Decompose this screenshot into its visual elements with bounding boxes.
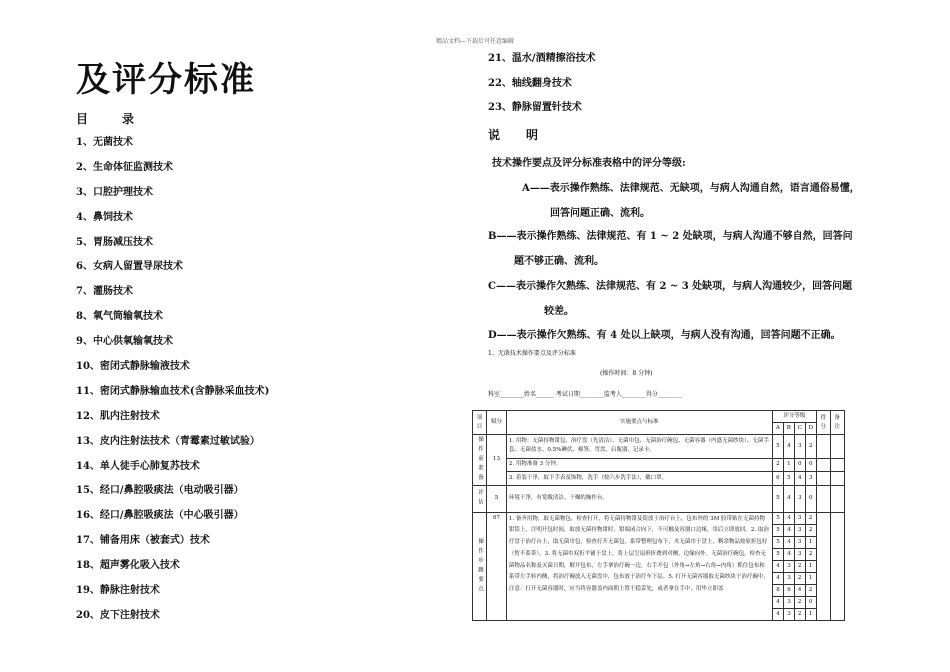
section-label: 操作步骤要点 bbox=[473, 512, 487, 620]
section-score: 67 bbox=[487, 512, 507, 620]
grade-value: 0 bbox=[805, 458, 816, 471]
grade-value: 8 bbox=[773, 584, 784, 596]
table-title: 1、无菌技术操作要点及评分标准 bbox=[488, 350, 576, 357]
operation-time: (操作时间：8 分钟) bbox=[600, 370, 653, 377]
grade-value: 4 bbox=[783, 435, 794, 459]
grade-value: 2 bbox=[805, 435, 816, 459]
grade-value: 4 bbox=[794, 472, 805, 485]
toc-item: 12、肌内注射技术 bbox=[76, 410, 160, 422]
grade-value: 0 bbox=[805, 596, 816, 608]
grade-value: 4 bbox=[783, 485, 794, 512]
toc-heading: 目录 bbox=[76, 112, 169, 126]
toc-item: 19、静脉注射技术 bbox=[76, 585, 160, 597]
grade-value: 2 bbox=[805, 524, 816, 536]
grade-value: 6 bbox=[772, 472, 783, 485]
toc-item: 2、生命体征监测技术 bbox=[76, 161, 173, 173]
grade-value: 5 bbox=[773, 536, 784, 548]
grade-value: 0 bbox=[794, 458, 805, 471]
grade-value: 3 bbox=[794, 435, 805, 459]
section-label: 操作前准备 bbox=[473, 435, 487, 486]
grade-value: 5 bbox=[773, 513, 784, 525]
section-score: 5 bbox=[487, 485, 507, 512]
toc-item: 21、温水/酒精擦浴技术 bbox=[488, 53, 596, 64]
row-text: 3. 着装干净，取下手表及饰物，洗手（按六步洗手法），戴口罩。 bbox=[506, 472, 772, 485]
grade-value: 5 bbox=[772, 485, 783, 512]
grade-a-line2: 回答问题正确、流利。 bbox=[550, 208, 650, 219]
toc-item: 9、中心供氧输氧技术 bbox=[76, 336, 173, 348]
grade-value: 2 bbox=[794, 572, 805, 584]
grade-value: 2 bbox=[805, 548, 816, 560]
grade-value: 1 bbox=[805, 572, 816, 584]
grade-value: 3 bbox=[784, 560, 795, 572]
grade-value: 3 bbox=[805, 472, 816, 485]
grade-letter: B bbox=[783, 423, 794, 435]
toc-item: 5、胃肠减压技术 bbox=[76, 236, 153, 248]
grade-value: 4 bbox=[773, 560, 784, 572]
grade-value: 3 bbox=[784, 596, 795, 608]
header-note: 精品文档---下载后可任意编辑 bbox=[435, 38, 515, 45]
header-item: 项目 bbox=[473, 411, 487, 435]
grade-b-line1: B——表示操作熟练、法律规范、有 1 ~ 2 处缺项，与病人沟通不够自然，回答问 bbox=[488, 231, 853, 242]
grade-value: 2 bbox=[805, 513, 816, 525]
intro-line: 技术操作要点及评分标准表格中的评分等级: bbox=[492, 158, 686, 169]
row-text: 1. 备齐用物，取无菌物包，检查打开，将无菌持物钳及筒放于治疗台上，包布外的 3M 胶带贴在无菌持物钳筒上，注明开包时间，取放无菌持物钳时，钳端闭合向下，不可触及容器口边缘，用后立即放回。2. 取治疗盘于治疗台上，取无菌巾包，检查打开无菌包，系带整理包布下，夹无菌巾于盘上，剩余物品按原折包好（暂不系带）。3. 将无菌巾双折平铺于盘上，将上层呈扇形折叠到对侧，边缘向外。无菌治疗碗包，检查无菌物品名称及灭菌日期，解开包布，左手拿治疗碗一边，右手开包（外角→左角→右角→内角）抓住包布和系带左手转内侧，将治疗碗放入无菌盘中，包布放于治疗车下层。5. 打开无菌容器取无菌纱块于治疗碗中，注意：打开无菌容器时，应当将容器盖内面朝上置于稳妥处，或者拿在手中，用毕立即盖 bbox=[506, 512, 772, 620]
toc-item: 13、皮内注射法技术（青霉素过敏试验） bbox=[76, 435, 260, 447]
grade-value: 3 bbox=[784, 572, 795, 584]
toc-item: 18、超声雾化吸入技术 bbox=[76, 560, 180, 572]
grade-a-line1: A——表示操作熟练、法律规范、无缺项，与病人沟通自然，语言通俗易懂， bbox=[522, 183, 860, 194]
grade-value: 2 bbox=[794, 608, 805, 620]
table-row bbox=[473, 458, 883, 471]
toc-item: 22、轴线翻身技术 bbox=[488, 77, 572, 89]
form-fill-line: 科室________姓名______ 考试日期________监考人________得分________ bbox=[488, 391, 682, 398]
grade-value: 3 bbox=[794, 536, 805, 548]
grade-value: 4 bbox=[773, 572, 784, 584]
toc-item: 14、单人徒手心肺复苏技术 bbox=[76, 460, 200, 472]
row-text: 2. 用物准备 3 分钟。 bbox=[506, 458, 772, 471]
grade-value: 4 bbox=[784, 548, 795, 560]
toc-item: 10、密闭式静脉输液技术 bbox=[76, 361, 190, 373]
grade-value: 2 bbox=[805, 584, 816, 596]
toc-item: 3、口腔护理技术 bbox=[76, 186, 153, 198]
toc-list-left bbox=[76, 136, 269, 634]
grade-letter: C bbox=[794, 423, 805, 435]
grade-subtable bbox=[773, 513, 816, 620]
grade-value: 0 bbox=[805, 485, 816, 512]
toc-item: 15、经口/鼻腔吸痰法（电动吸引器） bbox=[76, 485, 244, 497]
grade-value: 4 bbox=[784, 524, 795, 536]
explanation-heading: 说明 bbox=[488, 128, 565, 142]
grade-value: 1 bbox=[805, 536, 816, 548]
toc-item: 8、氧气筒输氧技术 bbox=[76, 311, 163, 323]
grade-value: 3 bbox=[794, 513, 805, 525]
grade-value: 5 bbox=[773, 548, 784, 560]
page-title: 及评分标准 bbox=[76, 60, 256, 100]
toc-item: 17、铺备用床（被套式）技术 bbox=[76, 535, 210, 547]
table-row bbox=[473, 485, 883, 512]
toc-item: 7、灌肠技术 bbox=[76, 286, 133, 298]
table-row bbox=[473, 435, 883, 459]
grade-value: 4 bbox=[784, 513, 795, 525]
grade-letter: A bbox=[772, 423, 783, 435]
table-row bbox=[473, 512, 883, 620]
section-score: 13 bbox=[487, 435, 507, 486]
grade-value: 4 bbox=[773, 608, 784, 620]
grade-value: 5 bbox=[772, 435, 783, 459]
toc-item: 23、静脉留置针技术 bbox=[488, 102, 582, 113]
grade-value: 2 bbox=[772, 458, 783, 471]
header-note: 备注 bbox=[830, 411, 844, 435]
scoring-table bbox=[472, 410, 882, 621]
grade-value: 1 bbox=[808, 610, 813, 617]
grade-value: 3 bbox=[794, 485, 805, 512]
toc-item: 6、女病人留置导尿技术 bbox=[76, 261, 183, 273]
grade-value: 2 bbox=[794, 596, 805, 608]
toc-item: 4、鼻饲技术 bbox=[76, 211, 133, 223]
grade-value: 4 bbox=[773, 596, 784, 608]
row-text: 1. 用物：无菌持物钳包、治疗盘（先清洁）、无菌巾包、无菌治疗碗包、无菌容器（内盛无菌纱块）、无菌手套、无菌盐水、0.5%碘伏、棉签、弯盘、启瓶器、记录卡。 bbox=[506, 435, 772, 459]
grade-value: 1 bbox=[783, 458, 794, 471]
header-content: 实施要点与标准 bbox=[506, 411, 772, 435]
grade-b-line2: 题不够正确、流利。 bbox=[514, 256, 604, 267]
grade-value: 5 bbox=[783, 472, 794, 485]
row-text: 环境干净，有宽敞清洁、干燥的操作台。 bbox=[506, 485, 772, 512]
header-get-score: 得分 bbox=[816, 411, 830, 435]
toc-item: 1、无菌技术 bbox=[76, 137, 133, 148]
header-score: 赋分 bbox=[487, 411, 507, 435]
toc-list-right bbox=[488, 52, 596, 126]
grade-c-line2: 较差。 bbox=[544, 306, 574, 317]
toc-item: 11、密闭式静脉输血技术(含静脉采血技术) bbox=[76, 385, 270, 397]
grade-value: 3 bbox=[794, 524, 805, 536]
grade-value: 4 bbox=[794, 584, 805, 596]
grade-value: 3 bbox=[784, 608, 795, 620]
section-label: 评估 bbox=[473, 485, 487, 512]
grade-d-line1: D——表示操作欠熟练、有 4 处以上缺项，与病人没有沟通，回答问题不正确。 bbox=[488, 330, 841, 341]
grade-letter: D bbox=[805, 423, 816, 435]
grade-value: 1 bbox=[805, 560, 816, 572]
grade-c-line1: C——表示操作欠熟练、法律规范、有 2 ~ 3 处缺项，与病人沟通较少，回答问题 bbox=[488, 281, 853, 292]
grade-value: 4 bbox=[784, 536, 795, 548]
grade-value: 3 bbox=[794, 548, 805, 560]
toc-item: 20、皮下注射技术 bbox=[76, 609, 160, 621]
header-grade: 评分等级 bbox=[772, 411, 816, 423]
grade-value: 2 bbox=[794, 560, 805, 572]
grade-value: 5 bbox=[773, 524, 784, 536]
toc-item: 16、经口/鼻腔吸痰法（中心吸引器） bbox=[76, 510, 244, 522]
table-row bbox=[473, 472, 883, 485]
grade-value: 6 bbox=[784, 584, 795, 596]
